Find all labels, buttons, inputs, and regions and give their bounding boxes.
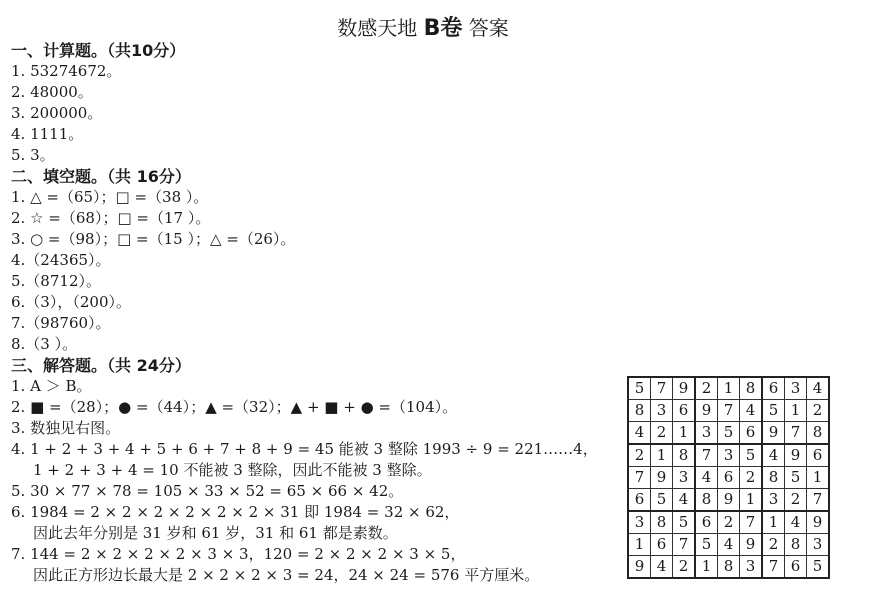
title-prefix: 数感天地 [337, 16, 418, 40]
answer-line: 4.（24365）。 [11, 251, 111, 269]
sudoku-cell: 6 [628, 489, 651, 512]
sudoku-cell: 8 [762, 467, 785, 489]
sudoku-cell: 5 [718, 422, 740, 445]
answer-line: 2. ■ =（28）；● =（44）；▲ =（32）；▲ + ■ + ● =（104）。 [11, 398, 458, 416]
sudoku-cell: 4 [628, 422, 651, 445]
sudoku-cell: 5 [785, 467, 807, 489]
sudoku-cell: 3 [628, 511, 651, 534]
sudoku-cell: 6 [740, 422, 763, 445]
sudoku-cell: 7 [762, 556, 785, 579]
sudoku-row [628, 467, 829, 489]
sudoku-cell: 3 [651, 400, 673, 422]
sudoku-cell: 4 [651, 556, 673, 579]
answer-line: 因此去年分别是 31 岁和 61 岁，31 和 61 都是素数。 [33, 524, 398, 542]
sudoku-cell: 8 [740, 377, 763, 400]
sudoku-row [628, 422, 829, 445]
sudoku-cell: 5 [762, 400, 785, 422]
answer-line: 5. 3。 [11, 146, 55, 164]
sudoku-row [628, 511, 829, 534]
sudoku-cell: 7 [673, 534, 696, 556]
sudoku-row [628, 377, 829, 400]
sudoku-cell: 7 [807, 489, 830, 512]
sudoku-cell: 3 [718, 444, 740, 467]
sudoku-row [628, 489, 829, 512]
sudoku-cell: 3 [740, 556, 763, 579]
sudoku-cell: 6 [718, 467, 740, 489]
sudoku-cell: 8 [695, 489, 718, 512]
section-heading: 三、解答题。（共 24分） [11, 356, 191, 375]
sudoku-cell: 7 [695, 444, 718, 467]
sudoku-cell: 9 [673, 377, 696, 400]
sudoku-row [628, 534, 829, 556]
sudoku-cell: 2 [673, 556, 696, 579]
sudoku-cell: 4 [695, 467, 718, 489]
sudoku-cell: 3 [807, 534, 830, 556]
answer-line: 8.（3 ）。 [11, 335, 78, 353]
sudoku-cell: 2 [628, 444, 651, 467]
section-heading: 一、计算题。（共10分） [11, 41, 186, 60]
sudoku-cell: 1 [651, 444, 673, 467]
sudoku-cell: 6 [762, 377, 785, 400]
answer-line: 3. 200000。 [11, 104, 103, 122]
sudoku-cell: 4 [762, 444, 785, 467]
sudoku-cell: 7 [785, 422, 807, 445]
sudoku-cell: 2 [807, 400, 830, 422]
sudoku-cell: 4 [785, 511, 807, 534]
answer-line: 1. △ =（65）；□ =（38 ）。 [11, 188, 209, 206]
sudoku-cell: 9 [740, 534, 763, 556]
sudoku-cell: 8 [807, 422, 830, 445]
sudoku-cell: 8 [785, 534, 807, 556]
sudoku-cell: 2 [718, 511, 740, 534]
sudoku-cell: 5 [628, 377, 651, 400]
sudoku-cell: 8 [718, 556, 740, 579]
answer-line: 7. 144 = 2 × 2 × 2 × 2 × 3 × 3，120 = 2 × 2 × 2 × 3 × 5， [11, 545, 466, 563]
sudoku-cell: 1 [673, 422, 696, 445]
answer-list [11, 40, 611, 586]
sudoku-cell: 8 [673, 444, 696, 467]
sudoku-cell: 3 [762, 489, 785, 512]
section-heading: 二、填空题。（共 16分） [11, 167, 191, 186]
answer-line: 2. 48000。 [11, 83, 93, 101]
sudoku-cell: 9 [651, 467, 673, 489]
sudoku-cell: 6 [807, 444, 830, 467]
sudoku-cell: 5 [651, 489, 673, 512]
sudoku-cell: 5 [695, 534, 718, 556]
sudoku-grid [627, 376, 830, 579]
sudoku-cell: 9 [628, 556, 651, 579]
answer-line: 7.（98760）。 [11, 314, 111, 332]
answer-line: 3. ○ =（98）；□ =（15 ）；△ =（26）。 [11, 230, 296, 248]
sudoku-cell: 9 [718, 489, 740, 512]
answer-line: 4. 1111。 [11, 125, 84, 143]
sudoku-cell: 6 [651, 534, 673, 556]
sudoku-cell: 1 [807, 467, 830, 489]
answer-line: 6.（3），（200）。 [11, 293, 131, 311]
sudoku-cell: 3 [785, 377, 807, 400]
sudoku-cell: 3 [695, 422, 718, 445]
sudoku-row [628, 444, 829, 467]
sudoku-cell: 2 [695, 377, 718, 400]
answer-line: 4. 1 + 2 + 3 + 4 + 5 + 6 + 7 + 8 + 9 = 45 能被 3 整除 1993 ÷ 9 = 221……4， [11, 440, 598, 458]
sudoku-row [628, 400, 829, 422]
sudoku-cell: 5 [673, 511, 696, 534]
sudoku-cell: 2 [785, 489, 807, 512]
sudoku-cell: 1 [695, 556, 718, 579]
answer-line: 6. 1984 = 2 × 2 × 2 × 2 × 2 × 2 × 31 即 1984 = 32 × 62， [11, 503, 460, 521]
sudoku-cell: 9 [762, 422, 785, 445]
sudoku-cell: 7 [628, 467, 651, 489]
sudoku-cell: 1 [785, 400, 807, 422]
sudoku-cell: 4 [673, 489, 696, 512]
sudoku-cell: 1 [628, 534, 651, 556]
answer-line: 5.（8712）。 [11, 272, 101, 290]
sudoku-row [628, 556, 829, 579]
sudoku-cell: 6 [695, 511, 718, 534]
sudoku-cell: 5 [807, 556, 830, 579]
sudoku-cell: 9 [695, 400, 718, 422]
sudoku-cell: 8 [651, 511, 673, 534]
title-suffix: 答案 [468, 16, 509, 40]
page-title [0, 14, 846, 43]
answer-line: 1. 53274672。 [11, 62, 122, 80]
sudoku-cell: 4 [807, 377, 830, 400]
sudoku-cell: 3 [673, 467, 696, 489]
answer-line: 1. A ＞ B。 [11, 377, 92, 395]
sudoku-cell: 7 [718, 400, 740, 422]
sudoku-cell: 7 [740, 511, 763, 534]
answer-line: 5. 30 × 77 × 78 = 105 × 33 × 52 = 65 × 66 × 42。 [11, 482, 404, 500]
sudoku-cell: 7 [651, 377, 673, 400]
sudoku-cell: 1 [762, 511, 785, 534]
title-volume: B卷 [423, 16, 463, 41]
sudoku-cell: 4 [718, 534, 740, 556]
sudoku-cell: 1 [718, 377, 740, 400]
sudoku-cell: 5 [740, 444, 763, 467]
answer-line: 3. 数独见右图。 [11, 419, 121, 437]
sudoku-cell: 6 [785, 556, 807, 579]
answer-line: 1 + 2 + 3 + 4 = 10 不能被 3 整除，因此不能被 3 整除。 [33, 461, 432, 479]
sudoku-cell: 9 [807, 511, 830, 534]
sudoku-cell: 4 [740, 400, 763, 422]
sudoku-cell: 2 [762, 534, 785, 556]
sudoku-cell: 1 [740, 489, 763, 512]
sudoku-cell: 6 [673, 400, 696, 422]
answer-line: 2. ☆ =（68）；□ =（17 ）。 [11, 209, 211, 227]
sudoku-cell: 2 [740, 467, 763, 489]
sudoku-cell: 9 [785, 444, 807, 467]
sudoku-cell: 2 [651, 422, 673, 445]
answer-line: 因此正方形边长最大是 2 × 2 × 2 × 3 = 24，24 × 24 = 576 平方厘米。 [33, 566, 540, 584]
sudoku-cell: 8 [628, 400, 651, 422]
